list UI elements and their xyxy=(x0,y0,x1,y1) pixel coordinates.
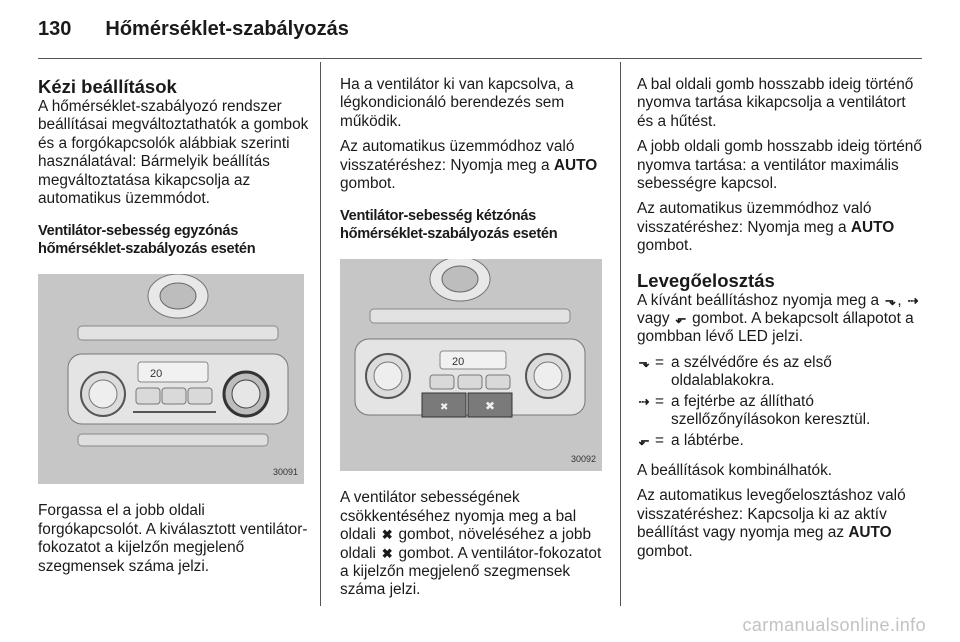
text-fragment: gombot, növeléséhez a jobb oldali xyxy=(340,526,592,562)
paragraph-fan-off: Ha a ventilátor ki van kapcsolva, a légkondicionáló berendezés sem működik. xyxy=(340,76,574,130)
paragraph-fan-buttons xyxy=(340,489,608,599)
section-heading-manual: Kézi beállítások xyxy=(38,76,177,97)
text-fragment: gombot. A bekapcsolt állapotot a gombban lévő LED jelzi. xyxy=(637,310,914,346)
figure-number: 30091 xyxy=(272,467,298,478)
left-column xyxy=(38,76,310,583)
paragraph-distribution-buttons xyxy=(637,292,925,347)
text-fragment: Az automatikus üzemmódhoz való visszatéréshez: Nyomja meg a xyxy=(637,200,872,236)
header-rule xyxy=(38,58,922,59)
fan-icon: ✖ xyxy=(381,527,393,543)
figure-single-zone-panel xyxy=(38,274,304,484)
text-fragment: vagy xyxy=(637,310,674,328)
display-temperature: 20 xyxy=(150,368,163,381)
text-fragment: A ventilátor sebességének csökkentéséhez nyomja meg a bal oldali xyxy=(340,489,577,544)
text-fragment: Az automatikus levegőelosztáshoz való visszatéréshez: Kapcsolja ki az aktív beállítást vagy nyomja meg az xyxy=(637,487,906,542)
paragraph-auto-return xyxy=(340,138,608,193)
intro-paragraph: A hőmérséklet-szabályozó rendszer beállításai megváltoztathatók a gombok és a forgókapcsolók alábbiak szerinti használatával: Bármelyik beállítás megváltoztatása kikapcsolja az automatikus üzemmódot. xyxy=(38,98,309,208)
subheading-single-zone: Ventilátor-sebesség egyzónás hőmérséklet-szabályozás esetén xyxy=(38,223,256,258)
section-heading-air-distribution: Levegőelosztás xyxy=(637,269,775,291)
display-temperature: 20 xyxy=(452,356,465,369)
legend-equals: = xyxy=(655,353,664,371)
subheading-dual-zone: Ventilátor-sebesség kétzónás hőmérséklet-szabályozás esetén xyxy=(340,208,558,243)
paragraph-turn-knob: Forgassa el a jobb oldali forgókapcsolót. A kiválasztott ventilátor-fokozatot a kijelzőn megjelenő szegmensek száma jelzi. xyxy=(38,502,308,575)
windscreen-icon: ⬎ xyxy=(884,292,896,308)
legend-equals: = xyxy=(655,392,664,410)
footwell-icon: ⬐ xyxy=(675,311,687,327)
legend-equals: = xyxy=(655,431,664,449)
paragraph-combinable: A beállítások kombinálhatók. xyxy=(637,461,833,479)
head-vent-icon: ⇢ xyxy=(638,393,650,409)
text-fragment: gombot. xyxy=(637,237,693,255)
figure-dual-zone-panel xyxy=(340,259,602,471)
auto-label: AUTO xyxy=(848,524,892,542)
page-header xyxy=(38,18,349,41)
distribution-legend xyxy=(637,354,925,450)
head-vent-icon: ⇢ xyxy=(907,292,919,308)
control-panel-illustration xyxy=(38,274,304,484)
footwell-icon: ⬐ xyxy=(638,432,650,448)
text-fragment: Az automatikus üzemmódhoz való visszatéréshez: Nyomja meg a xyxy=(340,138,575,174)
watermark: carmanualsonline.info xyxy=(742,615,926,635)
figure-number: 30092 xyxy=(570,454,596,465)
text-fragment: gombot. xyxy=(637,542,693,560)
legend-text-foot: a lábtérbe. xyxy=(671,431,744,449)
svg-text:✖: ✖ xyxy=(485,399,496,414)
legend-text-head: a fejtérbe az állítható szellőzőnyílásokon keresztül. xyxy=(671,392,871,429)
windscreen-icon: ⬎ xyxy=(638,354,650,370)
text-fragment: , xyxy=(897,291,906,309)
page-title: Hőmérséklet-szabályozás xyxy=(105,18,349,40)
control-panel-illustration-dual xyxy=(340,259,602,471)
svg-text:✖: ✖ xyxy=(440,402,449,414)
text-fragment: A kívánt beállításhoz nyomja meg a xyxy=(637,291,884,309)
column-divider-2 xyxy=(620,62,621,606)
text-fragment: gombot. A ventilátor-fokozatot a kijelzőn megjelenő szegmensek száma jelzi. xyxy=(340,544,602,599)
column-divider-1 xyxy=(320,62,321,606)
auto-label: AUTO xyxy=(850,218,895,236)
paragraph-right-button-hold: A jobb oldali gomb hosszabb ideig történő nyomva tartása: a ventilátor maximális sebességre kapcsol. xyxy=(637,138,922,193)
fan-icon: ✖ xyxy=(381,545,393,561)
legend-text-windscreen: a szélvédőre és az első oldalablakokra. xyxy=(671,353,832,390)
auto-label: AUTO xyxy=(553,156,598,174)
paragraph-auto-return xyxy=(637,200,925,255)
text-fragment: gombot. xyxy=(340,175,396,193)
page-number: 130 xyxy=(38,18,72,40)
paragraph-auto-distribution xyxy=(637,487,925,561)
middle-column xyxy=(340,76,608,607)
right-column xyxy=(637,76,925,568)
paragraph-left-button-hold: A bal oldali gomb hosszabb ideig történő nyomva tartása kikapcsolja a ventilátort és a hűtést. xyxy=(637,76,914,130)
